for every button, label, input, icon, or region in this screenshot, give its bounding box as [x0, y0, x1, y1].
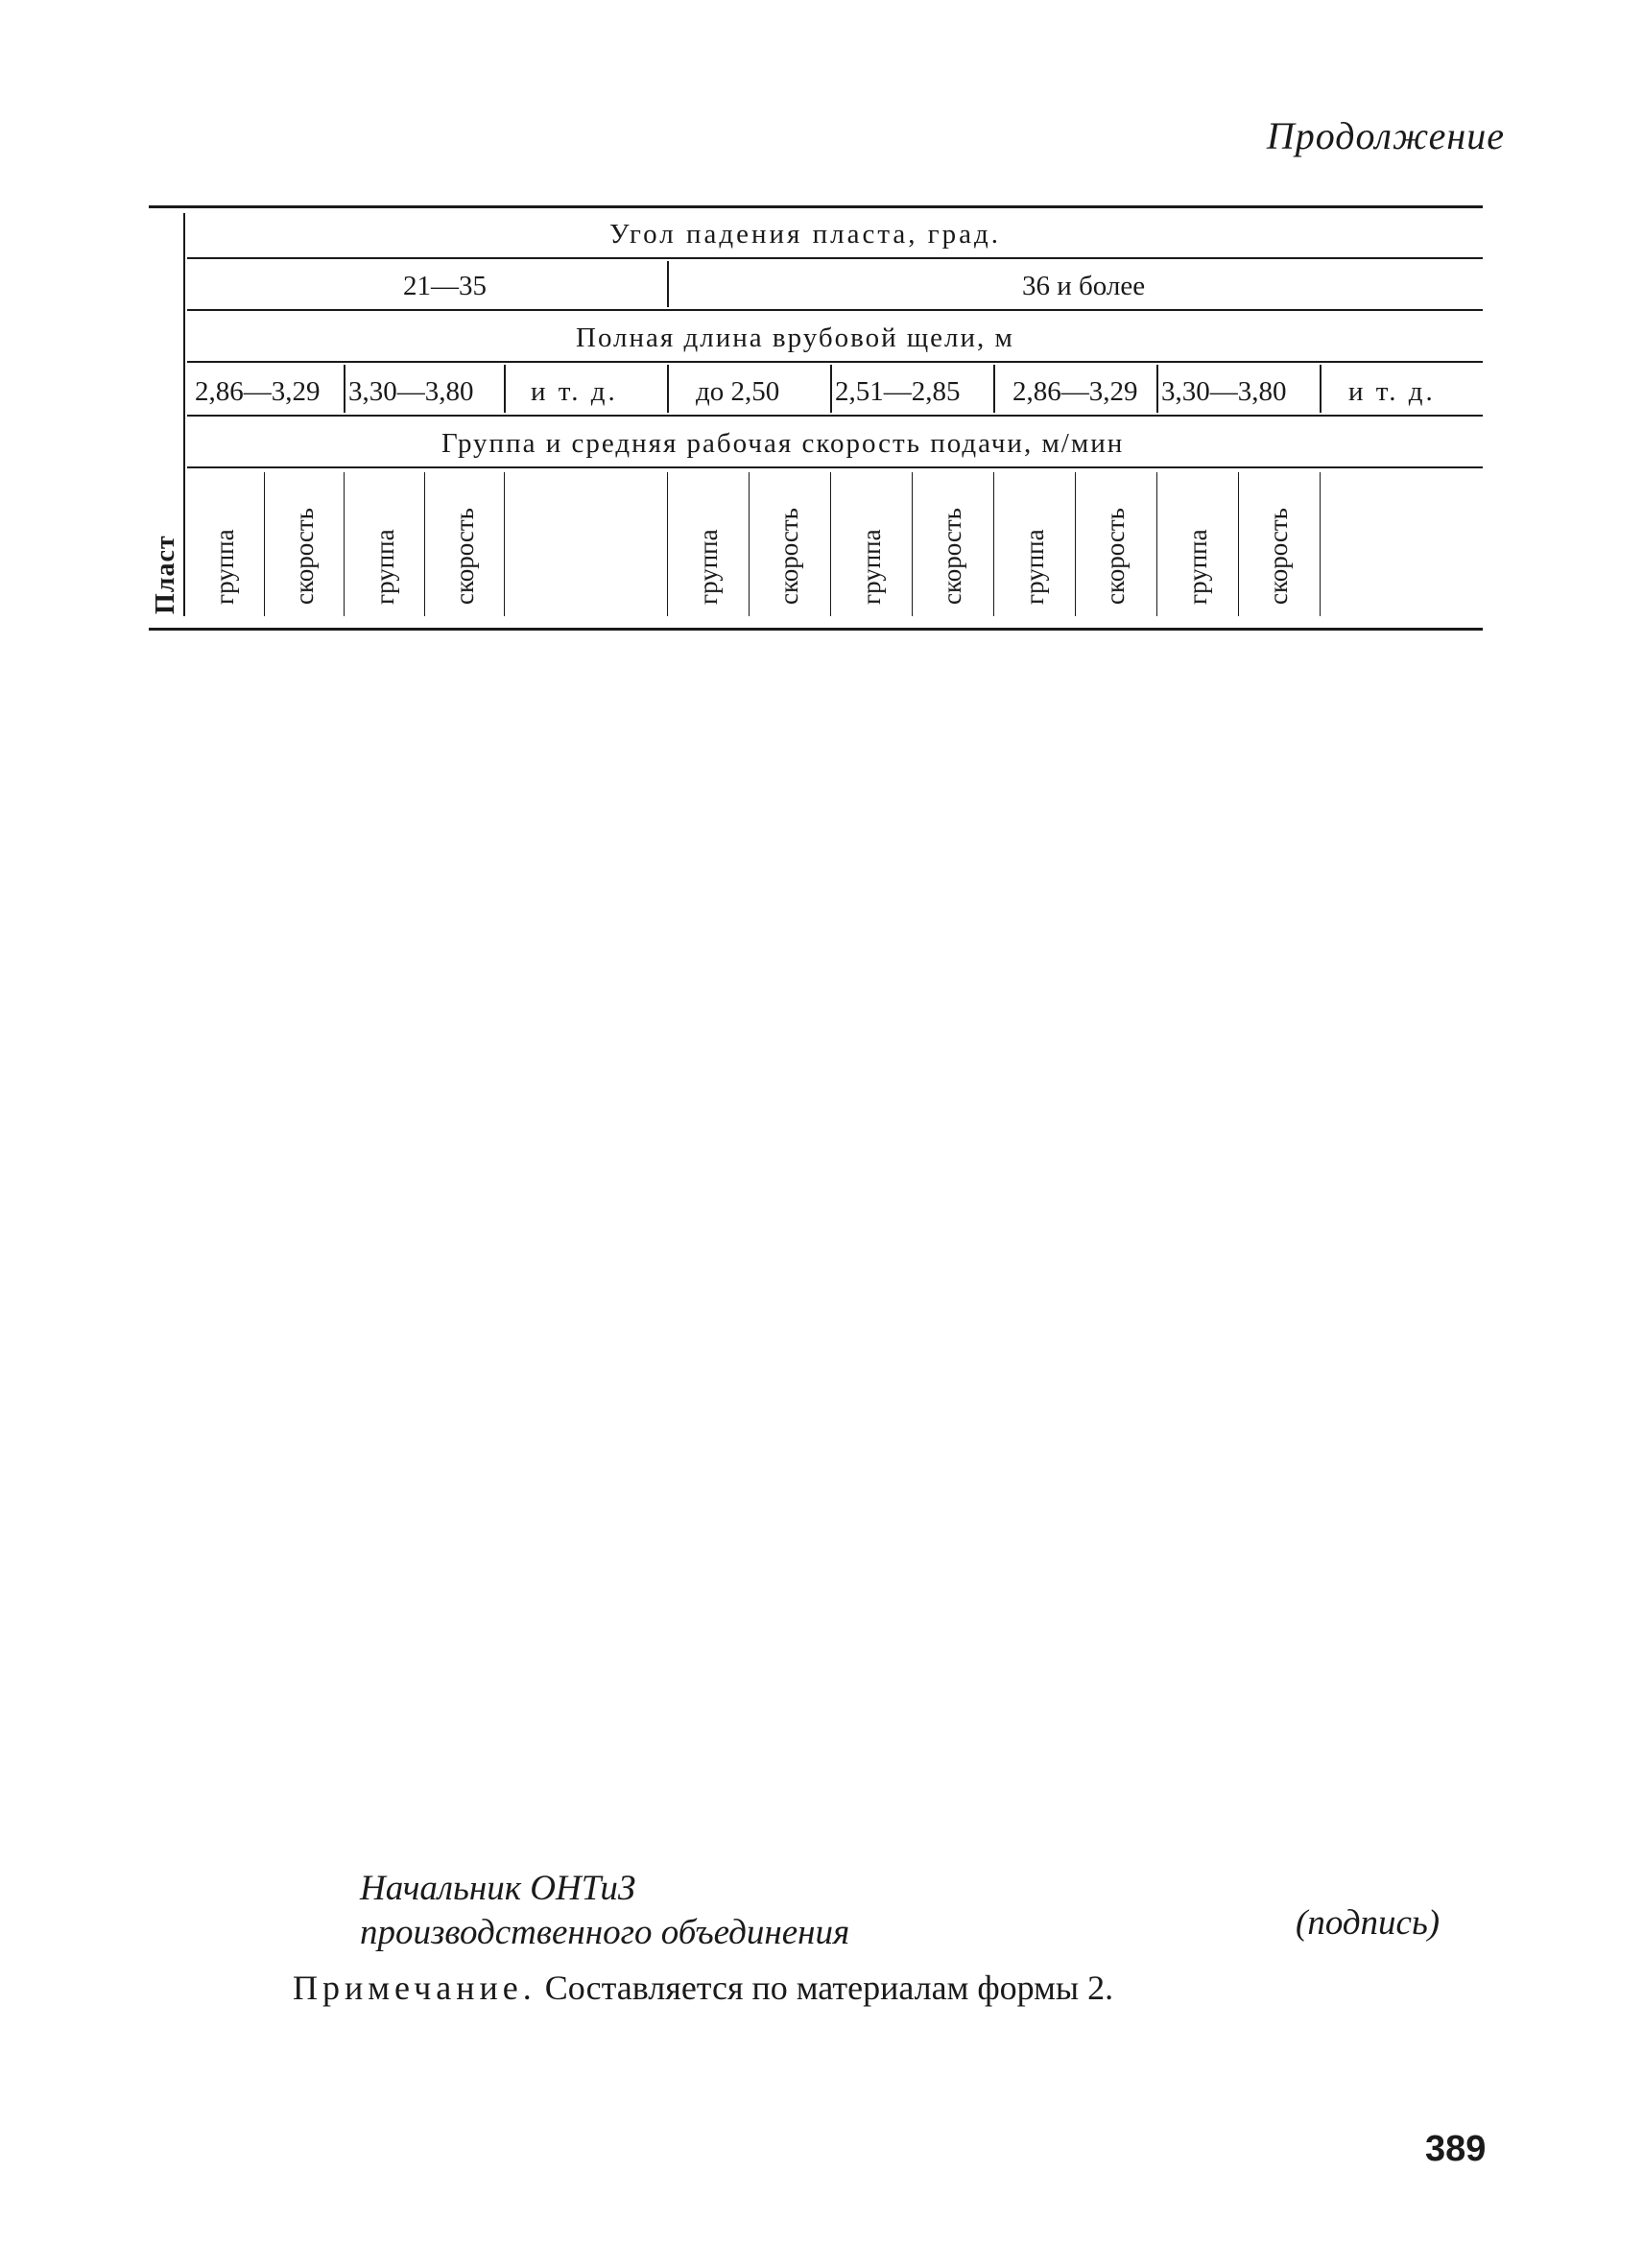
length-divider: [667, 365, 669, 413]
subcolumn-divider: [1320, 472, 1321, 616]
rule-under-speed-title: [187, 466, 1483, 468]
position-organization: производственного объединения: [360, 1913, 850, 1952]
length-range: 2,86—3,29: [195, 376, 321, 407]
subheader-speed: скорость: [450, 508, 479, 605]
subheader-speed: скорость: [290, 508, 319, 605]
subheader-speed: скорость: [1101, 508, 1130, 605]
rule-under-angle-groups: [187, 309, 1483, 311]
angle-group-2: 36 и более: [1022, 271, 1146, 301]
note: [293, 1968, 1113, 2008]
length-range: 2,86—3,29: [1012, 376, 1138, 407]
subheader-group: группа: [210, 529, 239, 605]
subheader-speed: скорость: [774, 508, 803, 605]
length-title: Полная длина врубовой щели, м: [576, 322, 1014, 353]
page-number: 389: [1425, 2129, 1487, 2169]
subcolumn-divider: [1156, 472, 1157, 616]
subheader-group: группа: [694, 529, 723, 605]
length-range: и т. д.: [1348, 376, 1436, 407]
length-divider: [1320, 365, 1322, 413]
angle-group-divider: [667, 261, 669, 307]
length-divider: [504, 365, 506, 413]
subcolumn-divider: [749, 472, 750, 616]
row-header-divider: [183, 213, 185, 616]
length-divider: [993, 365, 995, 413]
subcolumn-divider: [830, 472, 831, 616]
length-range: 3,30—3,80: [348, 376, 474, 407]
subheader-group: группа: [370, 529, 399, 605]
subheader-speed: скорость: [1264, 508, 1293, 605]
rule-under-length-title: [187, 361, 1483, 363]
angle-group-1: 21—35: [403, 271, 487, 301]
subcolumn-divider: [504, 472, 505, 616]
subcolumn-divider: [993, 472, 994, 616]
subheader-group: группа: [1183, 529, 1212, 605]
length-range: и т. д.: [531, 376, 618, 407]
length-divider: [830, 365, 832, 413]
length-range: 3,30—3,80: [1161, 376, 1287, 407]
length-divider: [344, 365, 345, 413]
length-range: 2,51—2,85: [835, 376, 961, 407]
position-title: Начальник ОНТиЗ: [360, 1869, 636, 1908]
data-table: [149, 202, 1492, 653]
angle-title: Угол падения пласта, град.: [609, 219, 1002, 250]
subcolumn-divider: [424, 472, 425, 616]
note-text: Составляется по материалам формы 2.: [536, 1969, 1114, 2007]
subcolumn-divider: [264, 472, 265, 616]
rule-under-length-ranges: [187, 415, 1483, 417]
table-bottom-rule: [149, 628, 1483, 631]
signature-placeholder: (подпись): [1296, 1903, 1441, 1943]
note-label: Примечание.: [293, 1969, 536, 2007]
length-divider: [1156, 365, 1158, 413]
subcolumn-divider: [1075, 472, 1076, 616]
speed-title: Группа и средняя рабочая скорость подачи, м/мин: [441, 428, 1125, 459]
subcolumn-divider: [667, 472, 668, 616]
rule-under-angle-title: [187, 257, 1483, 259]
subcolumn-divider: [344, 472, 345, 616]
table-top-rule: [149, 205, 1483, 208]
signature-position: [360, 1867, 849, 1955]
subcolumn-divider: [1238, 472, 1239, 616]
row-header-plast: Пласт: [151, 535, 180, 614]
length-range: до 2,50: [696, 376, 780, 407]
subheader-speed: скорость: [938, 508, 966, 605]
continuation-heading: Продолжение: [1266, 114, 1505, 157]
subcolumn-divider: [912, 472, 913, 616]
subheader-group: группа: [857, 529, 886, 605]
subheader-group: группа: [1020, 529, 1049, 605]
